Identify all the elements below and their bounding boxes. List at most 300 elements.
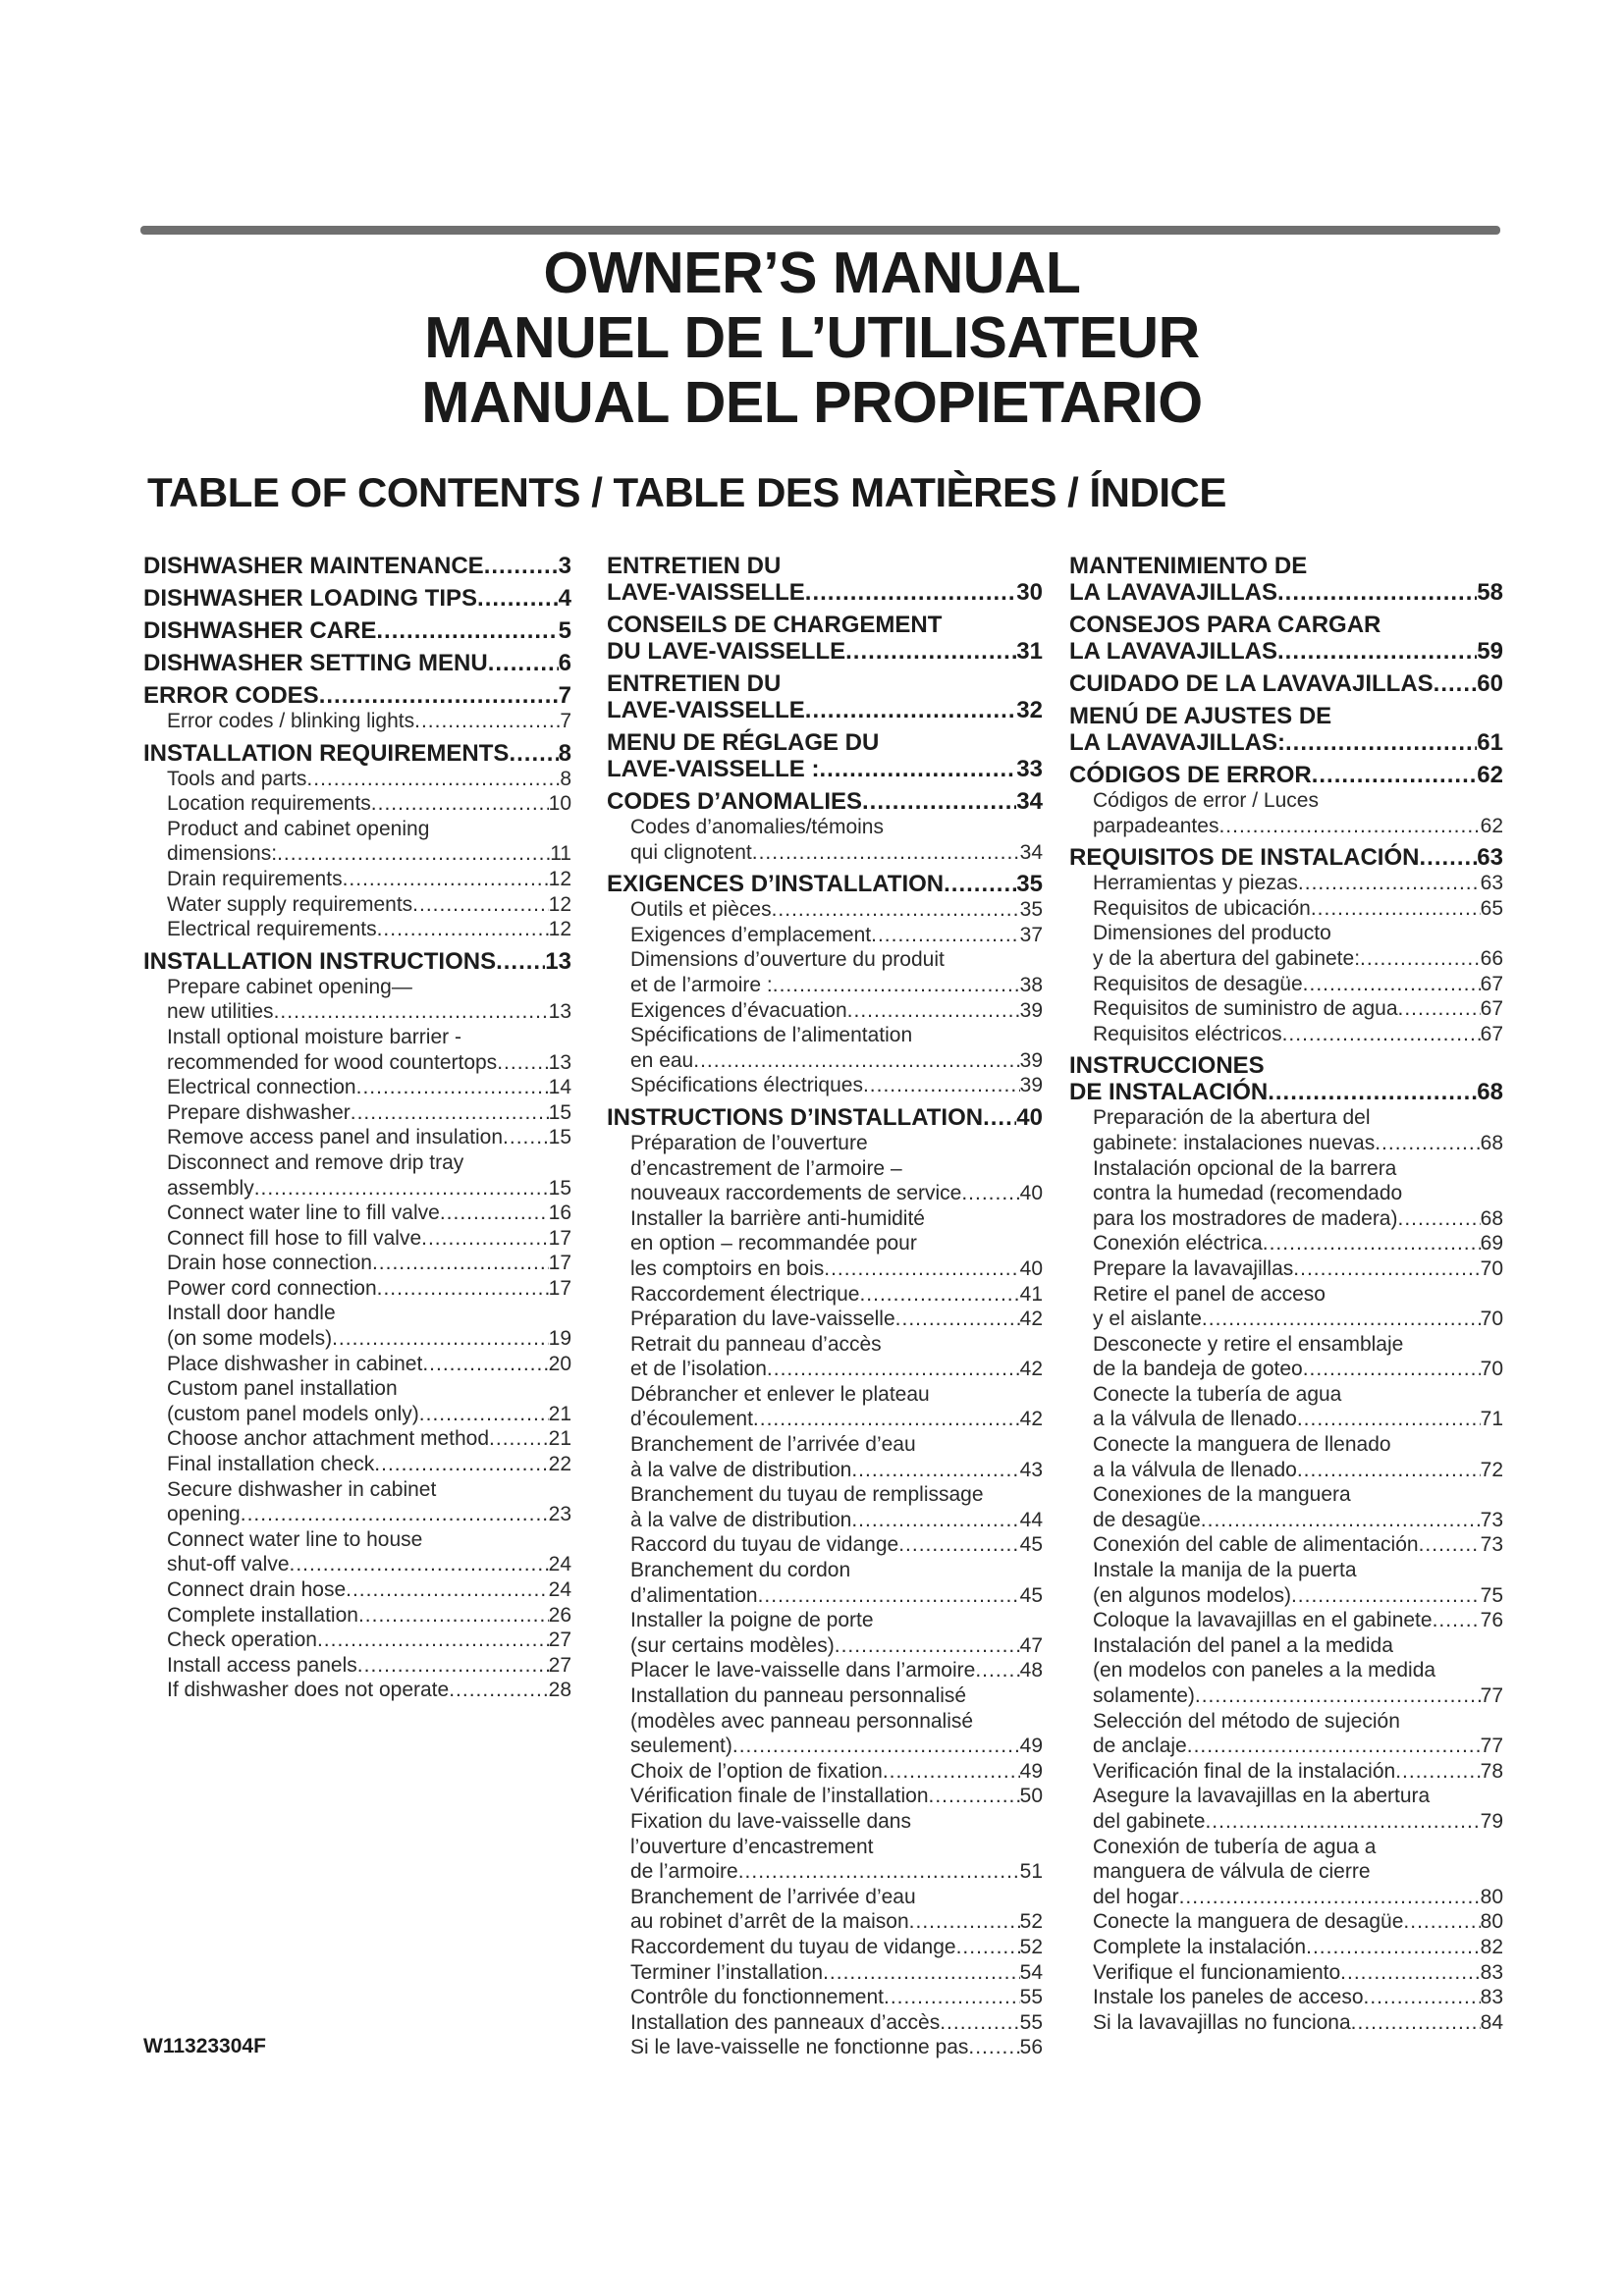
page-number: 66	[1480, 946, 1503, 970]
toc-subentry	[1069, 1105, 1503, 1155]
toc-entry-text: Retire el panel de acceso	[1093, 1282, 1326, 1306]
page-number: 83	[1480, 1986, 1503, 2009]
toc-entry-line	[1093, 1357, 1503, 1382]
toc-section-heading	[143, 740, 571, 767]
toc-subentry	[607, 2035, 1043, 2060]
page-number: 21	[548, 1402, 571, 1425]
toc-entry-text: Final installation check	[167, 1453, 375, 1476]
toc-entry-wrapped-line	[630, 947, 1043, 973]
dot-leader	[862, 788, 1016, 815]
dot-leader	[356, 1075, 549, 1100]
dot-leader	[1306, 1935, 1481, 1960]
page-number: 35	[1019, 898, 1043, 922]
page-number: 41	[1019, 1282, 1043, 1306]
toc-subentry	[607, 1885, 1043, 1935]
page-number: 58	[1477, 579, 1503, 606]
dot-leader	[254, 1176, 549, 1201]
toc-entry-line	[630, 897, 1043, 923]
toc-entry-line	[167, 1653, 571, 1679]
page-number: 20	[548, 1352, 571, 1375]
toc-entry-text: Choose anchor attachment method	[167, 1427, 490, 1451]
toc-subentry	[1069, 1282, 1503, 1332]
page-number: 63	[1477, 844, 1503, 872]
page-number: 17	[548, 1252, 571, 1275]
page-number: 7	[558, 682, 571, 709]
toc-entry-text: Branchement de l’arrivée d’eau	[630, 1885, 916, 1908]
toc-entry-text: LA LAVAVAJILLAS	[1069, 579, 1277, 606]
toc-entry-wrapped-line	[1069, 553, 1503, 579]
toc-subentry	[1069, 972, 1503, 997]
page-number: 4	[558, 585, 571, 612]
page-number: 75	[1480, 1583, 1503, 1607]
page-number: 80	[1480, 1910, 1503, 1934]
toc-entry-line	[630, 1532, 1043, 1558]
toc-subentry	[1069, 1784, 1503, 1834]
toc-entry-text: Spécifications électriques	[630, 1074, 863, 1097]
dot-leader	[1433, 1608, 1481, 1633]
page-number: 30	[1016, 579, 1043, 606]
toc-entry-line	[1069, 638, 1503, 665]
toc-entry-wrapped-line	[1093, 1181, 1503, 1206]
toc-subentry	[1069, 1909, 1503, 1935]
dot-leader	[1311, 896, 1481, 922]
page-number: 73	[1480, 1508, 1503, 1531]
page-number: 77	[1480, 1684, 1503, 1707]
toc-subentry	[1069, 1985, 1503, 2010]
toc-entry-line	[607, 579, 1043, 606]
dot-leader	[1195, 1683, 1481, 1709]
dot-leader	[503, 1125, 549, 1150]
toc-entry-text: Conexión eléctrica	[1093, 1232, 1263, 1255]
toc-entry-line	[167, 1628, 571, 1653]
toc-entry-text: ENTRETIEN DU	[607, 553, 782, 579]
toc-entry-wrapped-line	[630, 1023, 1043, 1048]
dot-leader	[895, 1307, 1020, 1332]
toc-entry-text: dimensions:	[167, 842, 278, 866]
toc-entry-text: Location requirements	[167, 792, 371, 816]
dot-leader	[1291, 1583, 1481, 1609]
toc-entry-text: Custom panel installation	[167, 1377, 398, 1401]
toc-entry-line	[630, 1658, 1043, 1683]
toc-subentry	[607, 998, 1043, 1024]
page-number: 27	[548, 1653, 571, 1677]
toc-section-heading	[143, 682, 571, 709]
dot-leader	[1419, 1532, 1481, 1558]
toc-subentry	[143, 975, 571, 1025]
toc-entry-line	[1093, 1885, 1503, 1910]
toc-subentry	[607, 1307, 1043, 1332]
page-number: 44	[1019, 1508, 1043, 1531]
toc-subentry	[143, 1226, 571, 1252]
toc-entry-line	[167, 892, 571, 918]
page-number: 6	[558, 650, 571, 676]
page-number: 15	[548, 1100, 571, 1124]
toc-entry-text: MENÚ DE AJUSTES DE	[1069, 703, 1332, 729]
dot-leader	[1218, 814, 1480, 839]
toc-entry-text: à la valve de distribution	[630, 1458, 852, 1481]
toc-entry-line	[1093, 1608, 1503, 1633]
dot-leader	[1285, 729, 1477, 756]
toc-entry-wrapped-line	[630, 1206, 1043, 1232]
toc-entry-text: If dishwasher does not operate	[167, 1679, 450, 1702]
toc-entry-text: Connect drain hose	[167, 1578, 347, 1601]
page-number: 45	[1019, 1533, 1043, 1557]
dot-leader	[343, 867, 549, 892]
toc-entry-wrapped-line	[630, 1558, 1043, 1583]
toc-entry-line	[1093, 946, 1503, 972]
page-number: 31	[1016, 638, 1043, 665]
page-number: 48	[1019, 1659, 1043, 1682]
toc-entry-text: Remove access panel and insulation	[167, 1126, 504, 1149]
page-number: 26	[548, 1603, 571, 1627]
page-number: 15	[548, 1176, 571, 1200]
toc-entry-text: (en algunos modelos)	[1093, 1583, 1291, 1607]
toc-entry-text: DISHWASHER SETTING MENU	[143, 650, 488, 676]
toc-entry-wrapped-line	[630, 1131, 1043, 1156]
dot-leader	[758, 1583, 1020, 1609]
page-number: 39	[1019, 998, 1043, 1022]
toc-entry-text: REQUISITOS DE INSTALACIÓN	[1069, 844, 1420, 872]
toc-entry-wrapped-line	[630, 1231, 1043, 1256]
toc-subentry	[143, 1150, 571, 1201]
toc-entry-text: l’ouverture d’encastrement	[630, 1835, 874, 1858]
toc-subentry	[607, 1206, 1043, 1282]
toc-entry-text: Conexión de tubería de agua a	[1093, 1835, 1377, 1858]
toc-entry-line	[167, 1452, 571, 1477]
toc-subentry	[143, 1025, 571, 1075]
toc-entry-line	[1093, 1759, 1503, 1785]
toc-entry-text: Conexiones de la manguera	[1093, 1483, 1351, 1507]
page-number: 22	[548, 1453, 571, 1476]
toc-subentry	[1069, 1558, 1503, 1608]
toc-section-heading	[607, 871, 1043, 897]
toc-subentry	[143, 1301, 571, 1351]
dot-leader	[372, 1251, 549, 1276]
dot-leader	[414, 709, 560, 734]
toc-entry-line	[630, 923, 1043, 948]
toc-entry-text: et de l’isolation	[630, 1358, 767, 1381]
dot-leader	[929, 1784, 1020, 1809]
toc-entry-text: new utilities	[167, 1000, 274, 1024]
toc-entry-text: d’alimentation	[630, 1583, 758, 1607]
toc-entry-text: de anclaje	[1093, 1735, 1187, 1758]
page-number: 40	[1019, 1256, 1043, 1280]
toc-subentry	[143, 1452, 571, 1477]
dot-leader	[1434, 670, 1478, 697]
toc-entry-text: Tools and parts	[167, 767, 307, 790]
toc-entry-text: Raccordement électrique	[630, 1282, 860, 1306]
toc-entry-text: Prepare dishwasher	[167, 1100, 351, 1124]
toc-subentry	[143, 1075, 571, 1100]
dot-leader	[374, 1452, 548, 1477]
toc-entry-text: CONSEILS DE CHARGEMENT	[607, 612, 943, 638]
toc-entry-line	[630, 1985, 1043, 2010]
toc-subentry	[1069, 1231, 1503, 1256]
toc-entry-wrapped-line	[630, 1482, 1043, 1508]
document-code: W11323304F	[143, 2035, 266, 2057]
page-number: 34	[1019, 840, 1043, 864]
toc-subentry	[607, 1073, 1043, 1098]
toc-entry-wrapped-line	[1093, 1633, 1503, 1659]
page-number: 42	[1019, 1308, 1043, 1331]
toc-subentry	[143, 767, 571, 792]
toc-entry-text: Terminer l’installation	[630, 1960, 824, 1984]
toc-entry-line	[167, 1603, 571, 1629]
page-number: 45	[1019, 1583, 1043, 1607]
toc-entry-text: Preparación de la abertura del	[1093, 1106, 1371, 1130]
toc-subentry	[607, 1332, 1043, 1382]
dot-leader	[845, 638, 1016, 665]
dot-leader	[1395, 1759, 1480, 1785]
toc-entry-wrapped-line	[630, 1835, 1043, 1860]
toc-entry-text: Conecte la manguera de llenado	[1093, 1433, 1391, 1457]
toc-subentry	[143, 867, 571, 892]
toc-entry-text: Si le lave-vaisselle ne fonctionne pas	[630, 2036, 969, 2059]
toc-section-heading	[607, 729, 1043, 782]
toc-entry-text: a la válvula de llenado	[1093, 1458, 1297, 1481]
page-number: 63	[1480, 872, 1503, 895]
page-number: 12	[548, 892, 571, 916]
toc-entry-text: Branchement du cordon	[630, 1559, 851, 1582]
toc-entry-text: seulement)	[630, 1735, 732, 1758]
page-number: 24	[548, 1578, 571, 1601]
dot-leader	[752, 840, 1020, 866]
page-number: 61	[1477, 729, 1503, 756]
page-number: 19	[548, 1327, 571, 1351]
toc-entry-line	[630, 1960, 1043, 1986]
page-number: 17	[548, 1226, 571, 1250]
toc-entry-text: para los mostradores de madera)	[1093, 1206, 1398, 1230]
page-number: 35	[1016, 871, 1043, 898]
toc-entry-line	[167, 767, 571, 792]
toc-entry-line	[1069, 1079, 1503, 1105]
toc-entry-text: (modèles avec panneau personnalisé	[630, 1709, 974, 1733]
page-number: 23	[548, 1503, 571, 1526]
page-number: 80	[1480, 1885, 1503, 1908]
toc-entry-text: Préparation du lave-vaisselle	[630, 1308, 895, 1331]
toc-subentry	[1069, 896, 1503, 922]
toc-entry-line	[630, 1909, 1043, 1935]
toc-section-heading	[143, 553, 571, 579]
toc-entry-line	[167, 1050, 571, 1076]
toc-entry-text: Installer la poigne de porte	[630, 1609, 874, 1632]
dot-leader	[357, 1653, 549, 1679]
toc-subentry	[1069, 1256, 1503, 1282]
toc-entry-wrapped-line	[1093, 1382, 1503, 1408]
page-number: 69	[1480, 1232, 1503, 1255]
toc-entry-text: Exigences d’évacuation	[630, 998, 847, 1022]
toc-entry-wrapped-line	[1093, 1835, 1503, 1860]
toc-entry-text: Connect water line to house	[167, 1527, 423, 1551]
toc-entry-text: recommended for wood countertops	[167, 1050, 498, 1074]
toc-entry-text: Choix de l’option de fixation	[630, 1759, 883, 1783]
toc-entry-text: Dimensions d’ouverture du produit	[630, 948, 945, 972]
page-number: 82	[1480, 1935, 1503, 1958]
toc-entry-text: Conecte la manguera de desagüe	[1093, 1910, 1404, 1934]
toc-entry-wrapped-line	[630, 1432, 1043, 1458]
toc-subentry	[143, 1426, 571, 1452]
toc-subentry	[1069, 996, 1503, 1022]
toc-entry-line	[630, 2010, 1043, 2036]
toc-entry-line	[143, 585, 571, 612]
toc-subentry	[1069, 788, 1503, 838]
toc-entry-text: Selección del método de sujeción	[1093, 1709, 1400, 1733]
toc-entry-wrapped-line	[630, 1885, 1043, 1910]
dot-leader	[835, 1633, 1020, 1659]
dot-leader	[351, 1100, 549, 1126]
title-spanish: MANUAL DEL PROPIETARIO	[421, 370, 1203, 435]
toc-entry-line	[1093, 996, 1503, 1022]
page-number: 55	[1019, 2010, 1043, 2034]
toc-entry-text: d’encastrement de l’armoire –	[630, 1156, 902, 1180]
toc-entry-wrapped-line	[1093, 1482, 1503, 1508]
toc-entry-text: Installer la barrière anti-humidité	[630, 1206, 925, 1230]
toc-entry-text: CUIDADO DE LA LAVAVAJILLAS	[1069, 670, 1434, 697]
toc-column-spanish	[1069, 553, 1503, 2035]
dot-leader	[883, 1759, 1020, 1785]
toc-entry-line	[607, 756, 1043, 782]
page-number: 68	[1480, 1206, 1503, 1230]
toc-subentry	[607, 1960, 1043, 1986]
toc-subentry	[1069, 1382, 1503, 1432]
toc-entry-text: Retrait du panneau d’accès	[630, 1332, 882, 1356]
toc-entry-text: DISHWASHER LOADING TIPS	[143, 585, 478, 612]
toc-entry-text: Drain hose connection	[167, 1252, 372, 1275]
toc-entry-line	[1093, 1508, 1503, 1533]
toc-subentry	[607, 1985, 1043, 2010]
toc-subentry	[143, 1603, 571, 1629]
dot-leader	[1298, 871, 1481, 896]
page-number: 13	[548, 1000, 571, 1024]
toc-entry-text: Check operation	[167, 1629, 317, 1652]
toc-entry-text: Product and cabinet opening	[167, 817, 430, 840]
dot-leader	[358, 1603, 549, 1629]
toc-entry-text: CÓDIGOS DE ERROR	[1069, 762, 1312, 788]
toc-entry-text: Instalación del panel a la medida	[1093, 1633, 1393, 1657]
page-number: 42	[1019, 1358, 1043, 1381]
toc-entry-line	[1069, 762, 1503, 788]
toc-subentry	[1069, 871, 1503, 896]
dot-leader	[805, 697, 1017, 723]
toc-entry-wrapped-line	[630, 1709, 1043, 1735]
toc-subentry	[143, 1577, 571, 1603]
dot-leader	[1340, 1960, 1480, 1986]
toc-subentry	[143, 892, 571, 918]
toc-entry-line	[1093, 972, 1503, 997]
toc-entry-text: EXIGENCES D’INSTALLATION	[607, 871, 945, 898]
toc-entry-text: de l’armoire	[630, 1860, 738, 1884]
toc-entry-wrapped-line	[167, 1301, 571, 1326]
dot-leader	[975, 1658, 1019, 1683]
toc-subentry	[607, 1023, 1043, 1073]
toc-entry-text: qui clignotent	[630, 840, 752, 864]
toc-entry-text: LAVE-VAISSELLE :	[607, 756, 820, 782]
toc-entry-text: Coloque la lavavajillas en el gabinete	[1093, 1609, 1433, 1632]
toc-entry-line	[630, 1181, 1043, 1206]
toc-entry-text: Débrancher et enlever le plateau	[630, 1382, 930, 1406]
toc-entry-line	[1069, 670, 1503, 697]
toc-entry-text: Fixation du lave-vaisselle dans	[630, 1809, 911, 1833]
dot-leader	[497, 1050, 548, 1076]
toc-entry-line	[630, 1458, 1043, 1483]
page-number: 49	[1019, 1759, 1043, 1783]
toc-entry-line	[1093, 1683, 1503, 1709]
toc-entry-text: Install optional moisture barrier -	[167, 1025, 461, 1048]
toc-entry-text: Error codes / blinking lights	[167, 710, 415, 732]
page-number: 14	[548, 1076, 571, 1099]
page-number: 40	[1019, 1182, 1043, 1205]
dot-leader	[1419, 844, 1477, 871]
page-number: 15	[548, 1126, 571, 1149]
page-number: 71	[1480, 1408, 1503, 1431]
page-number: 67	[1480, 1022, 1503, 1045]
dot-leader	[277, 841, 550, 867]
toc-entry-text: ENTRETIEN DU	[607, 670, 782, 697]
toc-entry-line	[1093, 814, 1503, 839]
toc-entry-line	[1069, 844, 1503, 871]
toc-entry-wrapped-line	[1093, 1558, 1503, 1583]
toc-entry-text: Asegure la lavavajillas en la abertura	[1093, 1785, 1431, 1808]
toc-subentry	[607, 1432, 1043, 1482]
dot-leader	[1201, 1508, 1481, 1533]
toc-entry-text: Instale la manija de la puerta	[1093, 1559, 1357, 1582]
toc-entry-text: Codes d’anomalies/témoins	[630, 816, 884, 838]
dot-leader	[376, 617, 558, 644]
dot-leader	[898, 1532, 1019, 1558]
toc-entry-wrapped-line	[167, 1376, 571, 1402]
toc-heading: TABLE OF CONTENTS / TABLE DES MATIÈRES / ÍNDICE	[147, 469, 1226, 515]
page-number: 59	[1477, 638, 1503, 665]
dot-leader	[488, 650, 559, 676]
toc-subentry	[1069, 921, 1503, 971]
toc-entry-line	[167, 1125, 571, 1150]
toc-entry-text: LAVE-VAISSELLE	[607, 579, 805, 606]
page-number: 67	[1480, 972, 1503, 995]
dot-leader	[274, 999, 549, 1025]
toc-entry-wrapped-line	[1069, 612, 1503, 638]
toc-subentry	[607, 2010, 1043, 2036]
dot-leader	[412, 892, 548, 918]
dot-leader	[823, 1960, 1020, 1986]
toc-entry-line	[630, 2035, 1043, 2060]
toc-entry-line	[630, 973, 1043, 998]
toc-entry-text: opening	[167, 1503, 241, 1526]
page-number: 13	[545, 947, 571, 975]
toc-entry-line	[143, 650, 571, 676]
page-number: 65	[1480, 896, 1503, 920]
toc-entry-text: Drain requirements	[167, 867, 343, 890]
dot-leader	[1282, 1022, 1481, 1047]
toc-entry-text: Spécifications de l’alimentation	[630, 1024, 913, 1047]
dot-leader	[753, 1407, 1020, 1432]
toc-entry-line	[630, 998, 1043, 1024]
toc-subentry	[1069, 1482, 1503, 1532]
toc-entry-line	[143, 948, 571, 975]
dot-leader	[732, 1734, 1020, 1759]
toc-subentry	[143, 1352, 571, 1377]
dot-leader	[851, 1508, 1019, 1533]
toc-entry-line	[630, 1508, 1043, 1533]
toc-section-heading	[1069, 612, 1503, 665]
toc-entry-line	[1093, 871, 1503, 896]
toc-entry-text: assembly	[167, 1176, 254, 1200]
toc-entry-line	[167, 1100, 571, 1126]
toc-entry-line	[167, 1201, 571, 1226]
toc-entry-line	[143, 617, 571, 644]
toc-entry-text: de desagüe	[1093, 1508, 1201, 1531]
toc-entry-line	[143, 740, 571, 767]
toc-entry-text: Prepare cabinet opening—	[167, 975, 412, 998]
